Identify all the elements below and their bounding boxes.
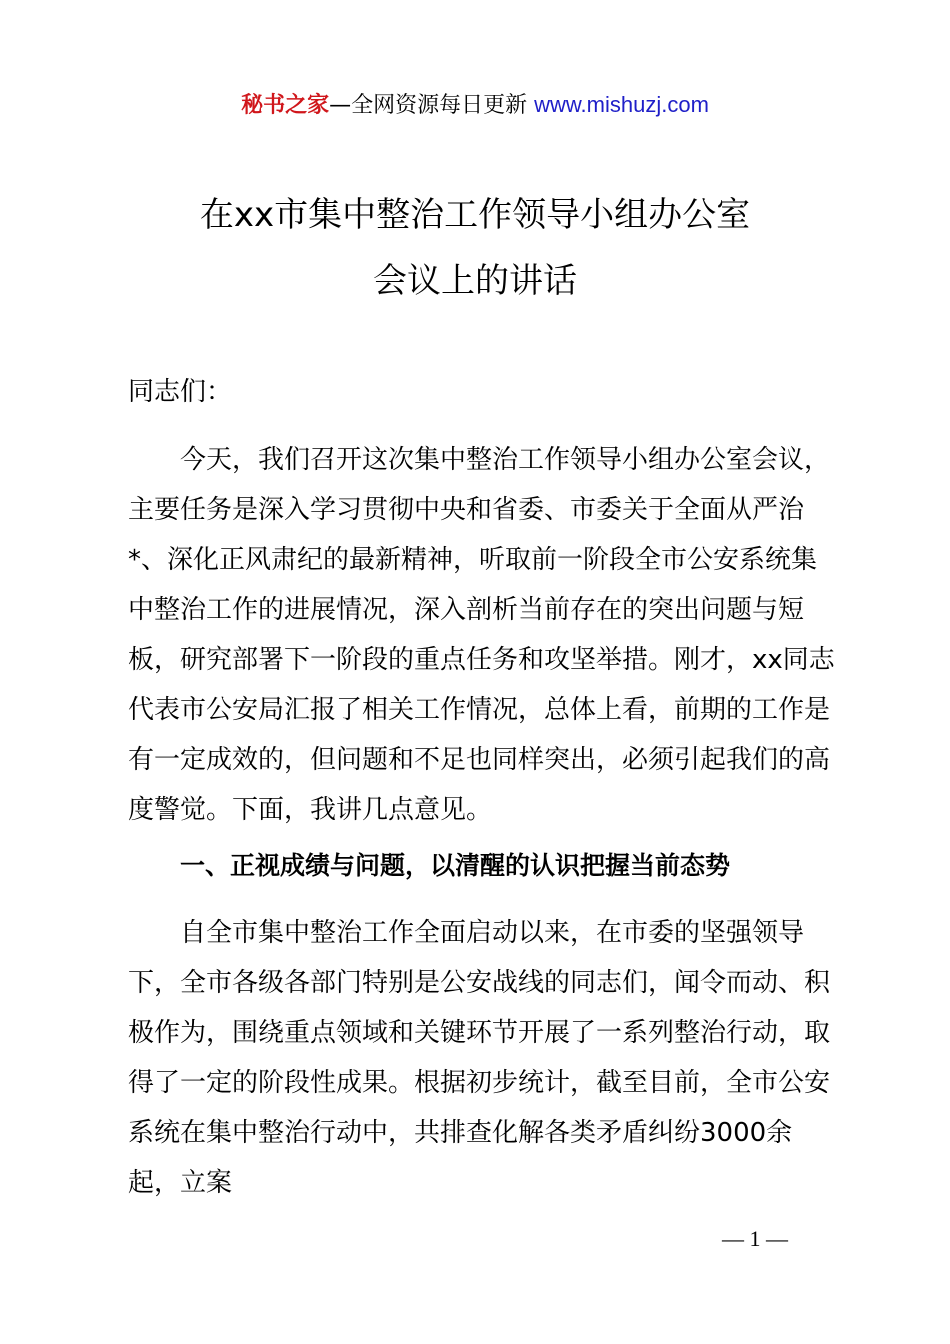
- document-title: [0, 182, 950, 314]
- banner-tagline: —全网资源每日更新: [329, 93, 535, 118]
- banner-url-link[interactable]: www.mishuzj.com: [534, 92, 709, 117]
- greeting: 同志们：: [128, 377, 233, 407]
- title-line-2: 会议上的讲话: [373, 261, 577, 301]
- site-banner: [0, 88, 950, 123]
- banner-brand: 秘书之家: [241, 93, 330, 118]
- paragraph-section-1: 自全市集中整治工作全面启动以来，在市委的坚强领导下，全市各级各部门特别是公安战线的同志们，闻令而动、积极作为，围绕重点领域和关键环节开展了一系列整治行动，取得了一定的阶段性成果。根据初步统计，截至目前，全市公安系统在集中整治行动中，共排查化解各类矛盾纠纷3000余起，立案: [128, 918, 831, 1198]
- section-heading-1: 一、正视成绩与问题，以清醒的认识把握当前态势: [180, 851, 731, 880]
- paragraph-intro: 今天，我们召开这次集中整治工作领导小组办公室会议，主要任务是深入学习贯彻中央和省委、市委关于全面从严治*、深化正风肃纪的最新精神，听取前一阶段全市公安系统集中整治工作的进展情况，深入剖析当前存在的突出问题与短板，研究部署下一阶段的重点任务和攻坚举措。刚才，xx同志代表市公安局汇报了相关工作情况，总体上看，前期的工作是有一定成效的，但问题和不足也同样突出，必须引起我们的高度警觉。下面，我讲几点意见。: [128, 445, 835, 825]
- page-number: — 1 —: [722, 1226, 788, 1251]
- title-line-1: 在xx市集中整治工作领导小组办公室: [199, 195, 751, 235]
